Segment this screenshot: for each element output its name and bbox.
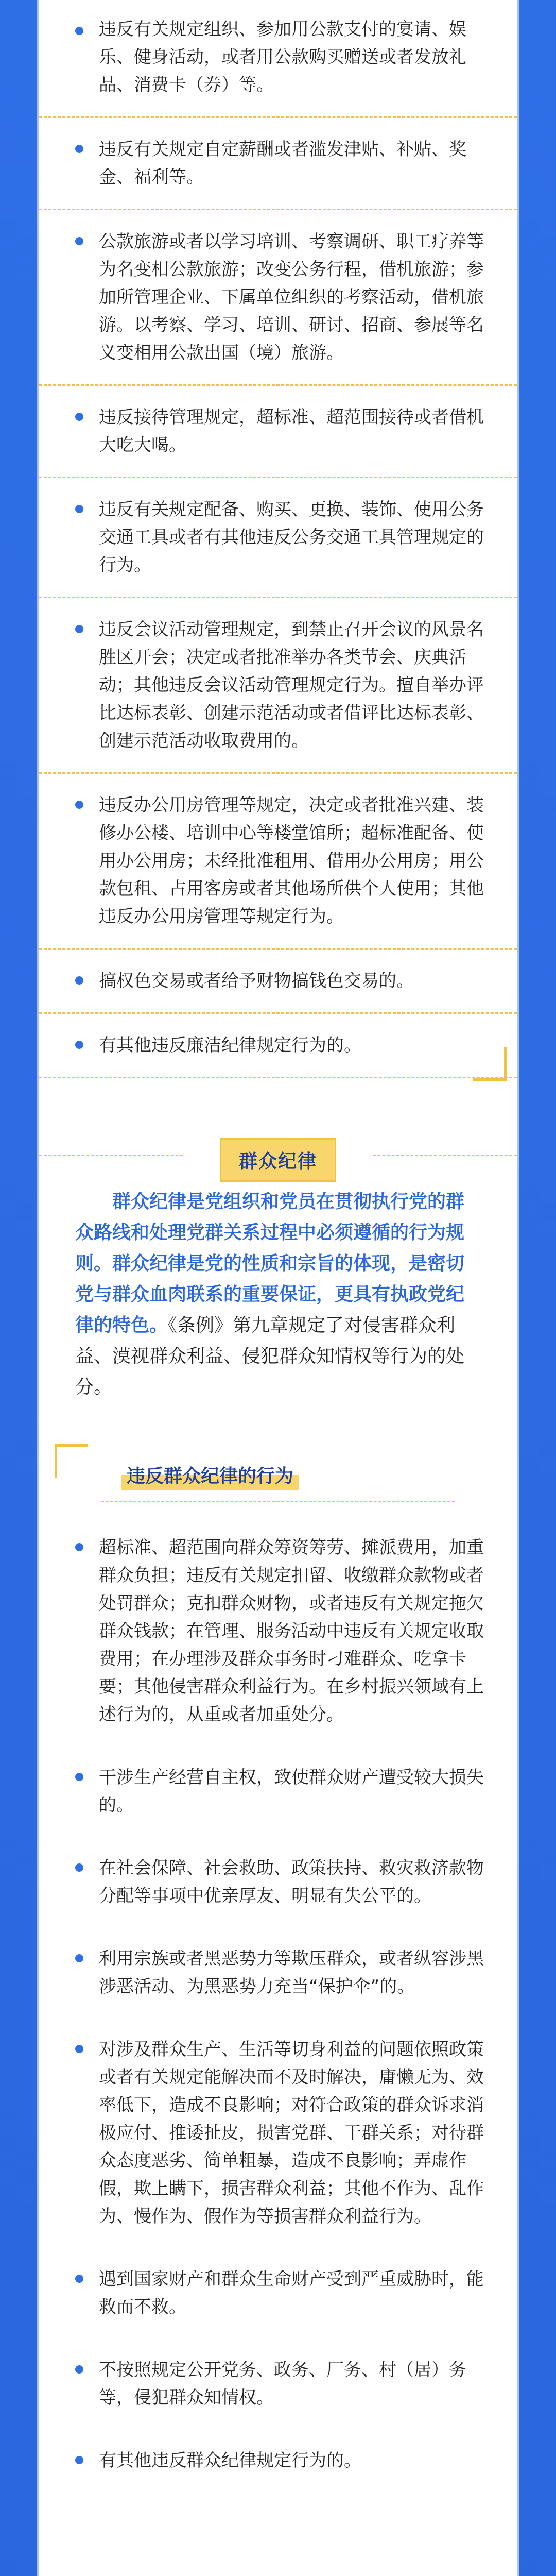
intro-bold: 群众纪律是党组织和党员在贯彻执行党的群众路线和处理党群关系过程中必须遵循的行为规则。群众纪律是党的性质和宗旨的体现，是密切党与群众血肉联系的重要保证，更具有执政党纪律的特色。 <box>75 1191 465 1336</box>
corner-decoration <box>55 1444 88 1478</box>
bullet-dot-icon <box>75 145 83 153</box>
mass-discipline-violations-list <box>39 1516 517 2492</box>
bullet-dot-icon <box>75 27 83 35</box>
bullet-dot-icon <box>75 625 83 633</box>
list-item-text: 违反有关规定配备、购买、更换、装饰、使用公务交通工具或者有其他违反公务交通工具管理规定的行为。 <box>99 499 484 575</box>
list-item <box>39 2018 517 2248</box>
list-item <box>39 0 517 118</box>
list-item <box>39 386 517 478</box>
list-item <box>39 210 517 386</box>
bullet-dot-icon <box>75 976 83 985</box>
list-item <box>39 1746 517 1837</box>
list-item <box>39 2248 517 2338</box>
bullet-dot-icon <box>75 505 83 513</box>
list-item <box>39 2338 517 2429</box>
list-item <box>39 950 517 1014</box>
list-item <box>39 1927 517 2018</box>
bullet-dot-icon <box>75 801 83 809</box>
list-item-text: 违反会议活动管理规定，到禁止召开会议的风景名胜区开会；决定或者批准举办各类节会、庆典活动；其他违反会议活动管理规定行为。擅自举办评比达标表彰、创建示范活动或者借评比达标表彰、创建示范活动收取费用的。 <box>99 619 484 751</box>
bullet-dot-icon <box>75 237 83 245</box>
bullet-dot-icon <box>75 2365 83 2374</box>
list-item <box>39 1516 517 1746</box>
list-item <box>39 2429 517 2492</box>
intro-rest: 《条例》第九章规定了对侵害群众利益、漠视群众利益、侵犯群众知情权等行为的处分。 <box>75 1315 465 1398</box>
list-item-text: 不按照规定公开党务、政务、厂务、村（居）务等，侵犯群众知情权。 <box>99 2360 466 2408</box>
bullet-dot-icon <box>75 413 83 421</box>
section-badge: 群众纪律 <box>220 1138 336 1182</box>
bullet-dot-icon <box>75 1543 83 1551</box>
list-item-text: 违反办公用房管理等规定，决定或者批准兴建、装修办公楼、培训中心等楼堂馆所；超标准配备、使用办公用房；未经批准租用、借用办公用房；用公款包租、占用客房或者其他场所供个人使用；其他违反办公用房管理等规定行为。 <box>99 795 484 927</box>
integrity-violations-list <box>39 0 517 1078</box>
mass-discipline-header <box>39 1114 517 1187</box>
bullet-dot-icon <box>75 2456 83 2464</box>
content-card <box>37 0 519 2576</box>
bullet-dot-icon <box>75 1863 83 1872</box>
list-item-text: 对涉及群众生产、生活等切身利益的问题依照政策或者有关规定能解决而不及时解决，庸懒无为、效率低下，造成不良影响；对符合政策的群众诉求消极应付、推诿扯皮，损害党群、干群关系；对待群众态度恶劣、简单粗暴，造成不良影响；弄虚作假，欺上瞒下，损害群众利益；其他不作为、乱作为、慢作为、假作为等损害群众利益行为。 <box>99 2039 484 2227</box>
list-item-text: 干涉生产经营自主权，致使群众财产遭受较大损失的。 <box>99 1767 484 1816</box>
list-item-text: 利用宗族或者黑恶势力等欺压群众，或者纵容涉黑涉恶活动、为黑恶势力充当“保护伞”的。 <box>99 1948 484 1997</box>
list-item-text: 有其他违反群众纪律规定行为的。 <box>99 2450 361 2471</box>
subsection-title: 违反群众纪律的行为 <box>121 1460 299 1490</box>
corner-decoration <box>473 1047 507 1081</box>
list-item-text: 违反接待管理规定，超标准、超范围接待或者借机大吃大喝。 <box>99 407 484 455</box>
list-item-text: 公款旅游或者以学习培训、考察调研、职工疗养等为名变相公款旅游；改变公务行程，借机旅游；参加所管理企业、下属单位组织的考察活动，借机旅游。以考察、学习、培训、研讨、招商、参展等名义变相用公款出国（境）旅游。 <box>99 231 484 363</box>
list-item <box>39 598 517 774</box>
list-item <box>39 1014 517 1078</box>
section-intro <box>75 1187 481 1403</box>
bullet-dot-icon <box>75 1954 83 1962</box>
list-item-text: 搞权色交易或者给予财物搞钱色交易的。 <box>99 971 414 991</box>
bullet-dot-icon <box>75 1041 83 1049</box>
list-item <box>39 1837 517 1927</box>
list-item <box>39 478 517 598</box>
list-item <box>39 118 517 210</box>
bullet-dot-icon <box>75 2045 83 2053</box>
bullet-dot-icon <box>75 2275 83 2283</box>
list-item <box>39 774 517 950</box>
list-item-text: 超标准、超范围向群众筹资筹劳、摊派费用，加重群众负担；违反有关规定扣留、收缴群众款物或者处罚群众；克扣群众财物，或者违反有关规定拖欠群众钱款；在管理、服务活动中违反有关规定收取费用；在办理涉及群众事务时刁难群众、吃拿卡要；其他侵害群众利益行为。在乡村振兴领域有上述行为的，从重或者加重处分。 <box>99 1537 484 1725</box>
list-item-text: 遇到国家财产和群众生命财产受到严重威胁时，能救而不救。 <box>99 2269 484 2317</box>
list-item-text: 有其他违反廉洁纪律规定行为的。 <box>99 1035 361 1056</box>
subsection-header <box>39 1423 517 1516</box>
list-item-text: 在社会保障、社会救助、政策扶持、救灾救济款物分配等事项中优亲厚友、明显有失公平的。 <box>99 1858 484 1906</box>
list-item-text: 违反有关规定自定薪酬或者滥发津贴、补贴、奖金、福利等。 <box>99 139 466 188</box>
bullet-dot-icon <box>75 1773 83 1781</box>
list-item-text: 违反有关规定组织、参加用公款支付的宴请、娱乐、健身活动，或者用公款购买赠送或者发放礼品、消费卡（券）等。 <box>99 19 466 95</box>
